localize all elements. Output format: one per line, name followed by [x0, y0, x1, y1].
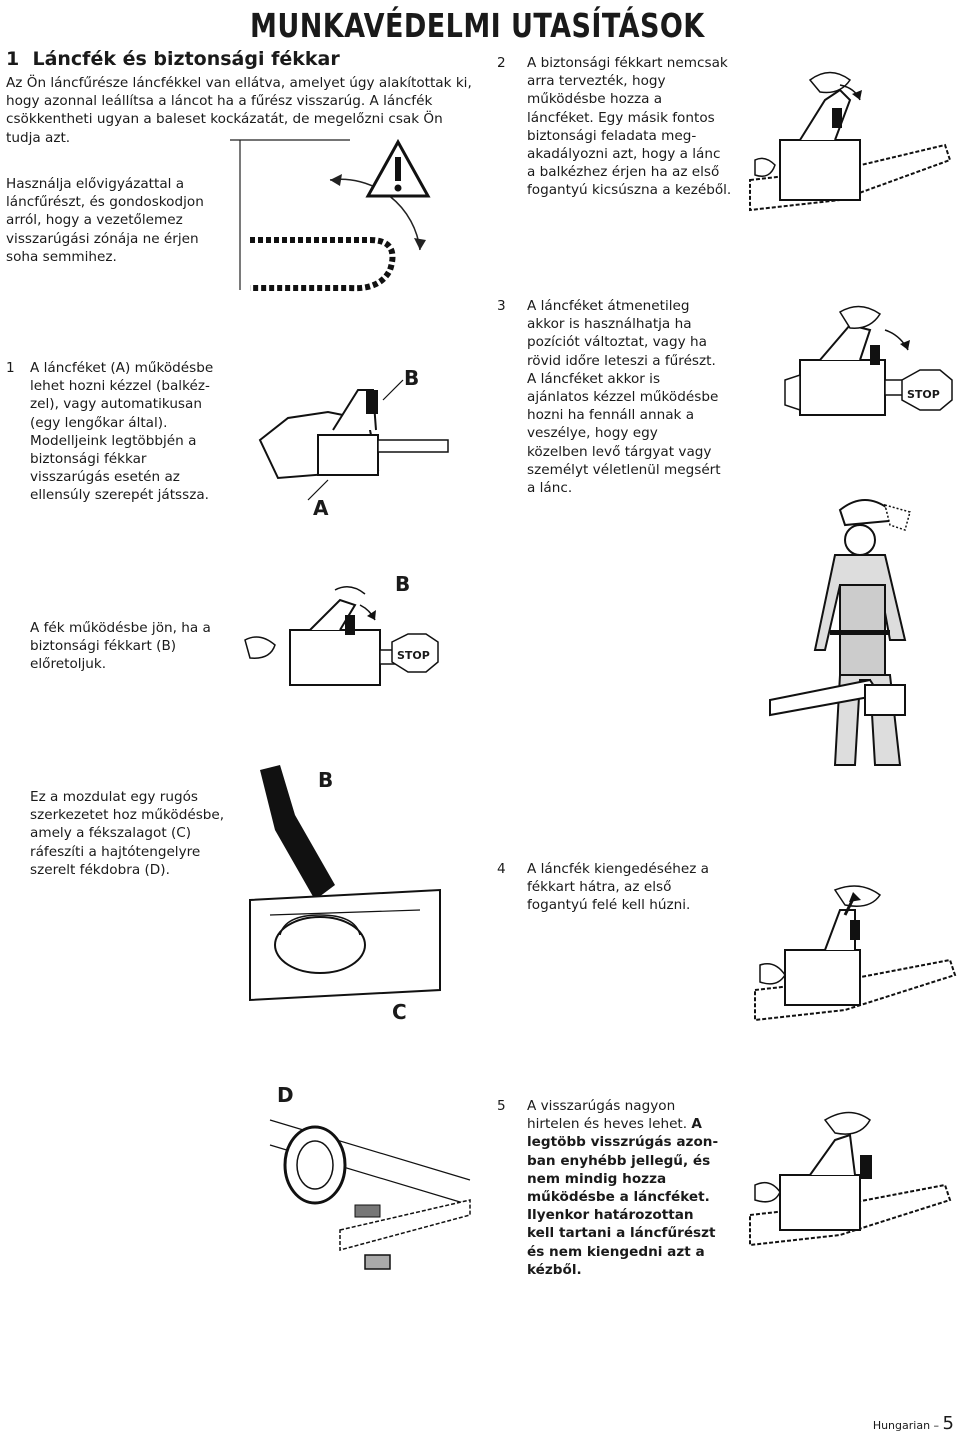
- brake-push-text: A fék működésbe jön, ha a biztonsági fékkart (B) előretoljuk.: [30, 620, 211, 673]
- label-b-2: B: [395, 572, 411, 596]
- step-5-text: [527, 1097, 722, 1279]
- step-number: 4: [497, 861, 506, 877]
- step-5-text-bold: A legtöbb visszrúgás azon-ban enyhébb jellegű, és nem mindig hozza működésbe a láncféket. Ilyenkor határozottan kell tartani a láncfűrészt és nem kiengedni azt a kézből.: [527, 1116, 719, 1278]
- brake-push-illustration: [240, 590, 460, 700]
- brake-mechanism-illustration: [240, 765, 460, 1005]
- operator-with-chainsaw-illustration: [810, 490, 960, 775]
- kickback-grip-illustration: [740, 1100, 955, 1260]
- intro-text: Az Ön láncfűrésze láncfékkel van ellátva, amelyet úgy alakítottak ki, hogy azonnal leállítsa a láncot ha a fűrész visszarúg. A láncfék csökkentheti ugyan a baleset kockázatát, de megelőzni csak Ön tudja azt.: [6, 75, 472, 146]
- step-number: 1: [6, 360, 15, 376]
- brake-release-illustration: [745, 880, 955, 1030]
- spring-text: Ez a mozdulat egy rugós szerkezetet hoz működésbe, amely a fékszalagot (C) ráfeszíti a hajtótengelyre szerelt fékdobra (D).: [30, 789, 225, 878]
- brake-drum-detail-illustration: [270, 1090, 470, 1290]
- label-b-3: B: [318, 768, 334, 792]
- footer-separator: –: [930, 1419, 943, 1432]
- step-2-text: A biztonsági fékkart nemcsak arra tervezték, hogy működésbe hozza a láncféket. Egy másik fontos biztonsági feladata meg-akadályozni azt, hogy a lánc a balkézhez érjen ha az első fogantyú kicsúszna a kezéből.: [527, 55, 732, 199]
- section-heading: [6, 48, 340, 70]
- step-number: 2: [497, 55, 506, 71]
- section-number: 1: [6, 48, 20, 70]
- footer-language: Hungarian: [872, 1419, 931, 1432]
- caution-text: Használja elővigyázattal a láncfűrészt, és gondoskodjon arról, hogy a vezetőlemez visszarúgási zónája ne érjen soha semmihez.: [6, 176, 204, 265]
- step-4-text: A láncfék kiengedéséhez a fékkart hátra, az első fogantyú felé kell húzni.: [527, 861, 709, 914]
- label-d: D: [277, 1083, 294, 1107]
- brake-engaged-stop-illustration: [780, 300, 955, 430]
- stop-sign-label-2: STOP: [397, 649, 430, 662]
- section-title: Láncfék és biztonsági fékkar: [32, 48, 340, 70]
- step-5-text-normal: A visszarúgás nagyon hirtelen és heves lehet.: [527, 1098, 692, 1133]
- label-b: B: [404, 366, 420, 390]
- page-title: MUNKAVÉDELMI UTASÍTÁSOK: [250, 6, 705, 45]
- step-number: 5: [497, 1098, 506, 1114]
- kickback-zone-illustration: [230, 140, 480, 300]
- stop-sign-label: STOP: [907, 388, 940, 401]
- label-c: C: [392, 1000, 407, 1024]
- page-footer: [873, 1413, 954, 1434]
- page-number: 5: [942, 1413, 954, 1434]
- hand-on-brake-illustration: [740, 60, 955, 235]
- step-3-text: A láncféket átmenetileg akkor is használhatja ha pozíciót változtat, vagy ha rövid időre leteszi a fűrészt. A láncféket akkor is ajánlatos kézzel működésbe hozni ha fennáll annak a veszélye, hogy egy közelben levő tárgyat vagy személyt véletlenül megsért a lánc.: [527, 298, 721, 497]
- step-number: 3: [497, 298, 506, 314]
- label-a: A: [313, 496, 329, 520]
- step-1-text: A láncféket (A) működésbe lehet hozni kézzel (balkéz-zel), vagy automatikusan (egy lengőkar által). Modelljeink legtöbbjén a biztonsági fékkar visszarúgás esetén az ellensúly szerepét játssza.: [30, 360, 214, 504]
